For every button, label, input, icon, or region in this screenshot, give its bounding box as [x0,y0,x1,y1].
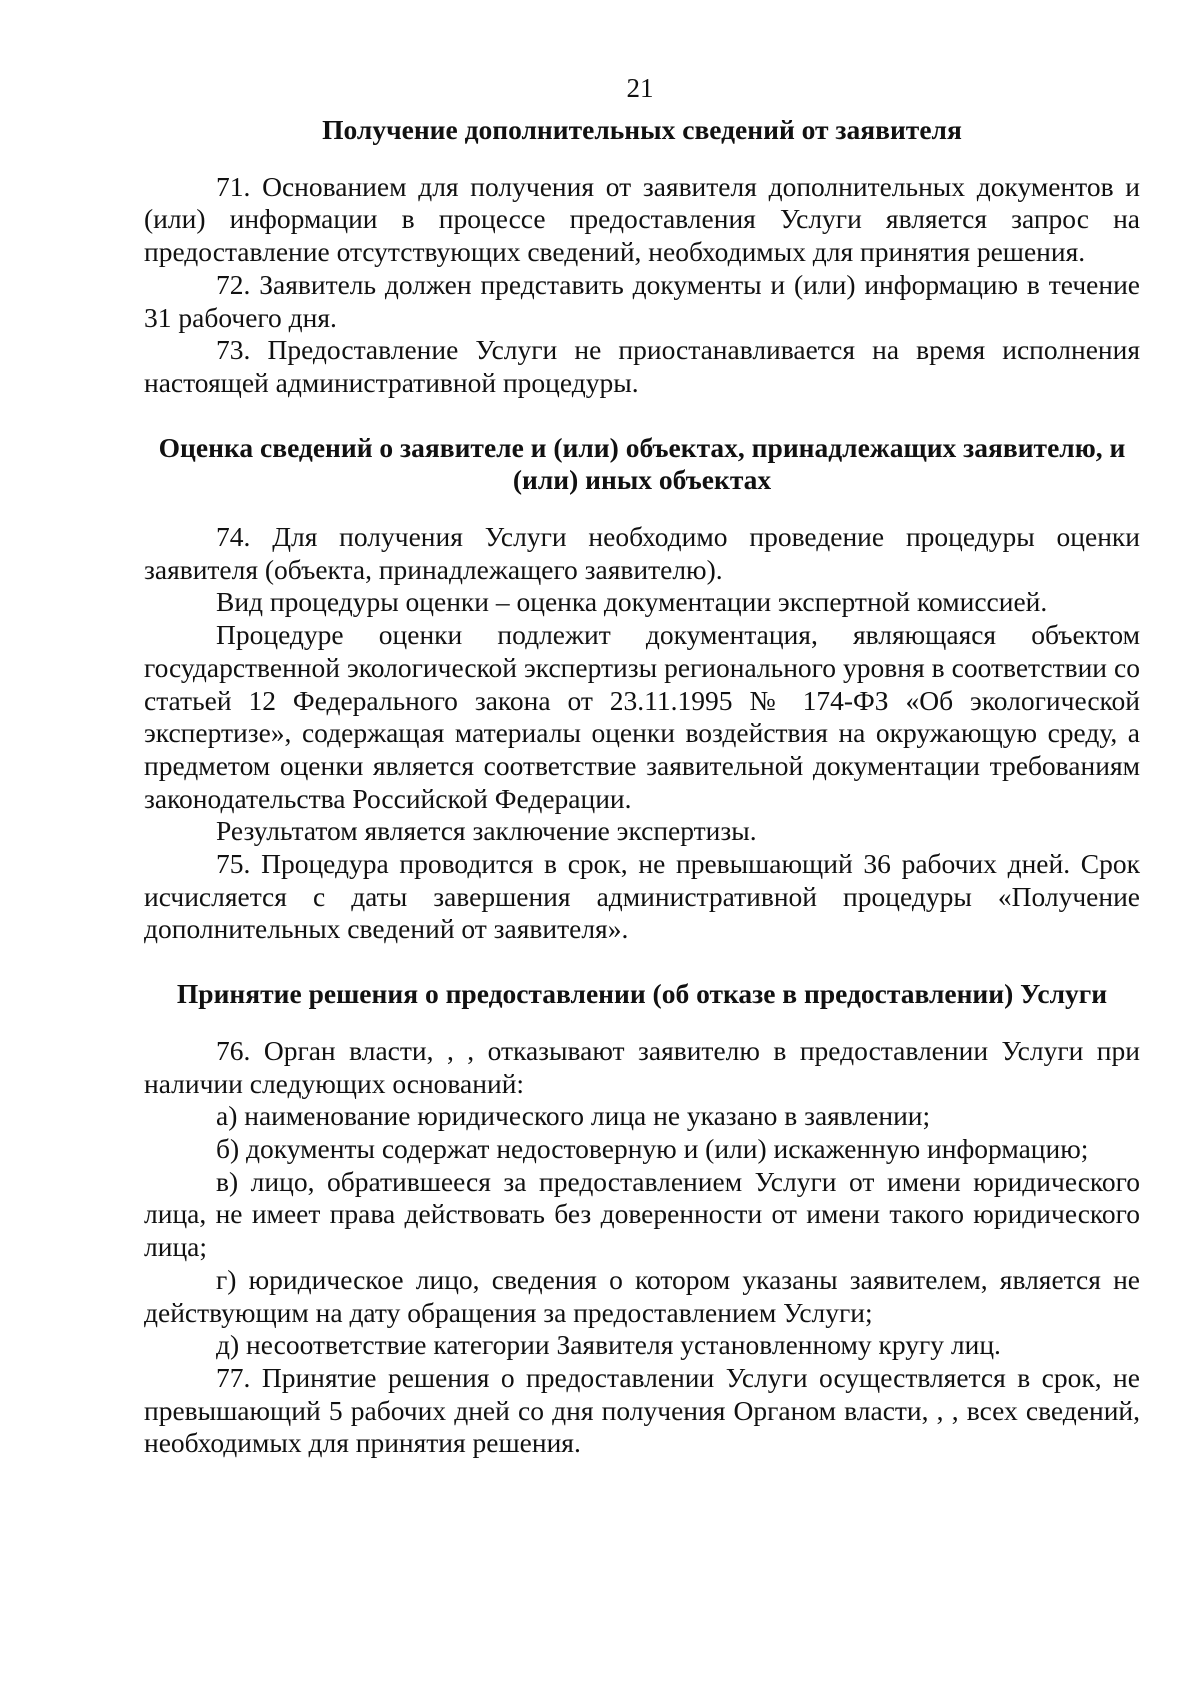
paragraph: Результатом является заключение экспертизы. [216,815,757,847]
list-item: г) юридическое лицо, сведения о котором указаны заявителем, является не действующим на дату обращения за предоставлением Услуги; [144,1263,1140,1328]
paragraph: 77. Принятие решения о предоставлении Услуги осуществляется в срок, не превышающий 5 рабочих дней со дня получения Органом власти, , , всех сведений, необходимых для принятия решения. [144,1361,1140,1459]
section-decision [144,978,1140,1460]
paragraph: 71. Основанием для получения от заявителя дополнительных документов и (или) информации в процессе предоставления Услуги является запрос на предоставление отсутствующих сведений, необходимых для принятия решения. [144,170,1140,268]
paragraph: 73. Предоставление Услуги не приостанавливается на время исполнения настоящей административной процедуры. [144,334,1140,398]
paragraph: Процедуре оценки подлежит документация, являющаяся объектом государственной экологической экспертизы регионального уровня в соответствии со статьей 12 Федерального закона от 23.11.1995 № 174-ФЗ «Об экологической экспертизе», содержащая материалы оценки воздействия на окружающую среду, а предметом оценки является соответствие заявительной документации требованиям законодательства Российской Федерации. [144,619,1140,814]
document-body [144,114,1140,1460]
section-heading: Принятие решения о предоставлении (об отказе в предоставлении) Услуги [176,978,1108,1010]
section-heading: Получение дополнительных сведений от заявителя [322,114,962,145]
section-heading: Оценка сведений о заявителе и (или) объектах, принадлежащих заявителю, и (или) иных объектах [158,431,1126,496]
paragraph: 74. Для получения Услуги необходимо проведение процедуры оценки заявителя (объекта, принадлежащего заявителю). [144,521,1140,585]
paragraph: 75. Процедура проводится в срок, не превышающий 36 рабочих дней. Срок исчисляется с даты завершения административной процедуры «Получение дополнительных сведений от заявителя». [144,848,1140,945]
page-number: 21 [626,73,654,103]
section-applicant-assessment [144,432,1140,947]
paragraph: Вид процедуры оценки – оценка документации экспертной комиссией. [216,586,1048,618]
paragraph: 76. Орган власти, , , отказывают заявителю в предоставлении Услуги при наличии следующих оснований: [144,1034,1140,1099]
section-additional-info [144,114,1140,400]
list-item: д) несоответствие категории Заявителя установленному кругу лиц. [216,1329,1001,1361]
list-item: в) лицо, обратившееся за предоставлением Услуги от имени юридического лица, не имеет права действовать без доверенности от имени такого юридического лица; [144,1165,1140,1263]
paragraph: 72. Заявитель должен представить документы и (или) информацию в течение 31 рабочего дня. [144,268,1140,333]
list-item: а) наименование юридического лица не указано в заявлении; [216,1100,931,1132]
list-item: б) документы содержат недостоверную и (или) искаженную информацию; [216,1132,1089,1164]
